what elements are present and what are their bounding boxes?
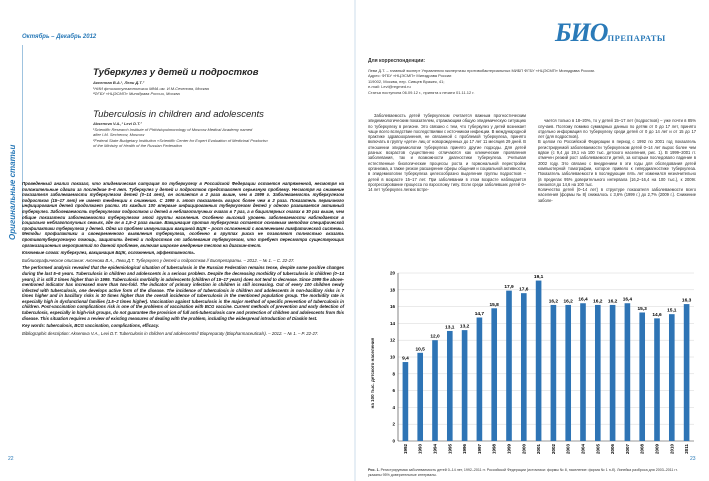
body-col2-text: чается только в 18–20%, то у детей 15–17 лет (подростков) – уже почти в 85% случаев. Поэтому помимо суммарных данных по детям от 0 до 17 лет, принято отдельно информация по туберкулезу среди детей от 0 до 14 лет и от 15 до 17 лет (для подростков). В целом по Российской Федерации в период с 1992 по 2001 год показатель регистрируемой заболеваемости туберкулезом детей 0–14 лет вырос более чем вдвое (с 9,4 до 19,1 на 100 тыс. детского населения, рис. 1). В 1999–2001 гг. отмечен резкий рост заболеваемости детей, за которым последовало падение в 2002 году. Это связано с внедрением в эти годы для обследования детей компьютерной томографии, которое привело к гипердиагностике туберкулеза. Показатель заболеваемости в последующие пять лет изменился незначительно (в пределах 95% доверительного интервала (16,2–16,4 на 100 тыс.), к 2009г. снизился до 14,6 на 100 тыс. Количество детей (0–14 лет) в структуре показателя заболеваемости всего населения (формы № 8) снижалось с 3,6% (1999 г.) до 2,7% (2009 г.). Снижение заболе- [538,118,696,203]
authors-ru: Аксенова В.А.¹, Леви Д.Т.² [93,80,145,85]
body-col1-text: Заболеваемость детей туберкулезом считается важным прогностическим эпидемиологическим показателем, отражающим общую эпидемическую ситуацию по туберкулезу в регионе. Это связано с тем, что туберкулез у детей возникает чаще всего вследствие последствиями с источником инфекции. В международной практике здравоохранения, не связанной с проблемой туберкулеза, принято включать в группу «дети» лиц от новорожденных до 17 лет 11 месяцев 29 дней. В отношении эпидемиологии туберкулеза принято другие подходы. Для детей разных возрастов существенно отличаются как клинические проявления заболевания, так и возможности диагностики туберкулеза. Учитывая естественные биологические процессы роста и гормональной перестройки организма, а также резкое расширение сферы общения и социальной активности, в эпидемиологии туберкулеза целесообразно выделение группы подростков – детей в возрасте 15–17 лет. При заболевании в этом возрасте наблюдается прогрессирование процесса по взрослому типу. Если среди заболевших детей 0–14 лет туберкулез легких встре- [368,113,526,193]
biblio-en: Bibliographic description: Aksenova V.A., Levi D.T. Tuberculosis in children and adolescents// Biopreparaty (Biopharmaceuticals). – 2012. – № 1. – P. 22-27. [22,330,319,336]
chart-data-label: 16,2 [548,299,559,305]
abstract-en: The performed analysis revealed that the epidemiological situation of tuberculosis in the Russian Federation remains tense, despite some positive changes during the last 5–6 years. Tuberculosis in children and adolescents is a serious problem. Despite the decreasing morbidity of tuberculosis in children (0–14 years), it is still 2 times higher than in 1999. Tuberculosis morbidity in adolescents (children of 15–17 years) does not tend to decrease. Since 1999 the above-mentioned indicator has increased more than two-fold. The indicator of primary infection in children is still increasing. Out of every 100 children newly infected with tuberculosis, one develops active form of the disease. The incidence of tuberculosis in children and adolescents in non-bacillary risks is 7 times higher and in bacillary risks is 30 times higher than the overall incidence of tuberculosis in the mentioned population group. The morbidity rate is especially high in dysfunctional families (1.5–2 times higher). Vaccination against tuberculosis is the major method of specific prevention of tuberculosis in children. Post-vaccination complications risk is one of the problems of vaccination with BCG vaccine. Current methods of prevention and early detection of tuberculosis, especially in high-risk groups, do not guarantee the provision of full anti-tuberculosis care and protection of children and adolescents from this disease. This situation requires a review of existing measures of dealing with the problem, including the widespread introduction of Diaskin test. [22,265,344,321]
chart-data-label: 15,3 [637,306,647,312]
chart-x-tick-label: 2006 [610,444,616,455]
correspondence-line4: e-mail: Levi@regmed.ru [368,84,411,89]
chart-data-label: 17,6 [519,287,529,293]
chart-y-tick-label: 8 [392,371,395,377]
abstract [22,181,344,338]
chart-x-tick-label: 2009 [654,444,660,455]
chart-bar [669,314,675,441]
section-label [8,140,22,240]
correspondence-line3: 119002, Москва, пер. Сивцев Вражек, 41; [368,78,445,84]
logo-big: БИО [555,18,608,47]
affiliation-en-2b: of the Ministry of Health of the Russian Federation [93,143,182,148]
chart-data-label: 16,2 [607,299,618,305]
chart-x-tick-label: 2010 [669,444,675,455]
correspondence-line5: Статья поступила 06.09.12 г., принята к печати 01.11.12 г. [368,89,475,95]
biblio-ru: Библиографическое описание: Аксенова В.А., Леви Д.Т. Туберкулез у детей и подростков // Биопрепараты. – 2012. – № 1. – С. 22-27. [22,257,295,263]
chart-x-tick-label: 2005 [595,444,601,455]
authors-en-block [93,121,343,149]
chart-bar [551,305,557,441]
chart-x-tick-label: 1992 [402,444,408,455]
logo-small: ПРЕПАРАТЫ [607,33,666,43]
correspondence-heading: Для корреспонденции: [368,58,426,64]
chart-y-tick-label: 16 [389,304,395,310]
chart-data-label: 14,7 [474,312,485,318]
chart-bar [565,305,571,441]
caption-text: Регистрируемая заболеваемость детей 0–14 лет, 1992–2011 гг. Российской Федерации (источники: формы № 8, население: форма № 1 н-б). Линейка разброса для 2003–2011 гг. указаны 95% доверительные интервалы. [368,468,678,477]
chart-data-label: 17,9 [504,285,514,291]
affiliation-ru-2: ²ФГБУ «НЦЭСМП» Минздрава России, Москва [93,91,180,96]
chart-bar [403,362,409,441]
chart-x-tick-label: 1997 [476,444,482,455]
correspondence [368,59,698,95]
incidence-chart [364,263,701,468]
section-label-text: Оригинальные статьи [8,144,17,240]
issue-date: Октябрь – Декабрь 2012 [22,34,97,40]
chart-x-tick-label: 2004 [580,444,586,455]
chart-y-axis-label: на 100 тыс. детского населения [370,337,375,409]
chart-y-tick-label: 18 [389,287,395,293]
affiliation-ru-1: ¹НИИ фтизиопульмонологии ММА им. И.М.Сеченова, Москва [93,85,209,91]
chart-bar [654,318,660,441]
chart-bar [417,353,423,441]
chart-x-tick-label: 2008 [639,444,645,455]
chart-bar [432,340,438,441]
figure-caption [368,468,688,477]
journal-logo [555,18,666,48]
chart-bar [536,281,542,441]
chart-bar [625,303,631,441]
chart-y-tick-label: 2 [392,421,395,427]
chart-data-label: 9,4 [402,356,409,362]
chart-y-tick-label: 6 [392,388,395,394]
chart-x-tick-label: 1996 [462,444,468,455]
affiliation-en-1b: after I.M. Sechenov, Moscow [93,132,145,137]
chart-x-tick-label: 2000 [521,444,527,455]
chart-bar [610,305,616,441]
caption-title: Рис. 1. [368,468,380,472]
chart-bar [477,318,483,441]
chart-y-tick-label: 12 [389,337,395,343]
correspondence-line2: Адрес: ФГБУ «НЦЭСМП» Минздрава России [368,73,452,78]
chart-x-tick-label: 2001 [536,444,542,455]
keywords-ru: Ключевые слова: туберкулез, вакцинация БЦЖ, осложнения, эффективность. [22,250,196,256]
affiliation-en-2: ²Federal State Budgetary Institution «Scientific Center for Expert Evaluation of Medicinal Products» [93,137,269,143]
chart-y-tick-label: 0 [392,438,395,444]
page-number-right: 23 [690,456,696,462]
chart-y-tick-label: 10 [389,354,395,360]
chart-data-label: 16,2 [563,299,573,305]
chart-data-label: 16,4 [622,297,633,303]
chart-y-tick-label: 4 [392,404,395,410]
chart-data-label: 14,6 [652,312,662,318]
body-column-2 [538,113,696,208]
chart-bar [521,293,527,441]
chart-data-label: 13,2 [459,324,470,330]
chart-x-tick-label: 1998 [491,444,497,455]
chart-bar [491,308,497,441]
chart-bar [447,331,453,441]
authors-ru-block [93,80,343,97]
article-title-ru: Туберкулез у детей и подростков [93,67,259,78]
correspondence-line1: Леви Д.Т. – главный эксперт Управления экспертизы противобактериальных МИБП ФГБУ «НЦЭСМП» Минздрава России. [368,67,596,73]
chart-x-tick-label: 1999 [506,444,512,455]
chart-data-label: 15,8 [489,302,499,308]
chart-y-tick-label: 14 [389,320,395,326]
chart-bar [595,305,601,441]
chart-data-label: 19,1 [533,275,544,281]
chart-bar [580,303,586,441]
body-column-1 [368,113,526,192]
chart-data-label: 16,4 [578,297,588,303]
chart-bar [639,312,645,441]
keywords-en: Key words: tuberculosis, BCG vaccination, complications, efficacy. [22,323,160,329]
chart-data-label: 13,1 [445,325,455,331]
page-number-left: 22 [8,456,14,462]
chart-data-label: 15,1 [667,308,677,314]
chart-x-tick-label: 1993 [417,444,423,455]
authors-en: Aksenova V.A.,¹ Levi D.T.² [93,121,142,126]
chart-x-tick-label: 2011 [684,444,690,454]
chart-data-label: 12,0 [430,334,440,340]
chart-y-tick-label: 20 [389,270,395,276]
chart-bar [462,330,468,441]
chart-bar [684,304,690,441]
abstract-ru: Проведенный анализ показал, что эпидемическая ситуация по туберкулезу в Российской Федерации остается напряженной, несмотря на положительные сдвиги за последние 5–6 лет. Туберкулез у детей и подростков представляет серьезную проблему. Несмотря на снижение показателя заболеваемости туберкулезом детей (0–14 лет), он остается в 2 раза выше, чем в 1999 г. Заболеваемость туберкулезом подростков (15–17 лет) не имеет тенденции к снижению. С 1999 г. этот показатель возрос более чем в 2 раза. Показатель первичного инфицирования детей продолжает расти. Из каждых 100 впервые инфицированных туберкулезом детей у одного развивается активный туберкулез. Заболеваемость туберкулезом подростков и детей в неблагополучных очагах в 7 раз, а в бациллярных очагах в 30 раз выше, чем общие показатели заболеваемости туберкулезом этой группы населения. Особенно высокий уровень заболеваемости наблюдается в социально неблагополучных семьях, где он в 1,5–2 раза выше. Вакцинация против туберкулеза остается основным методом специфической профилактики туберкулеза у детей. Одна из проблем иммунизации вакциной БЦЖ – рост осложнений с вовлечением лимфатической системы. Методы профилактики и своевременного выявления туберкулеза, особенно в группах риска не позволяют полностью оказать противотуберкулезную помощь, защитить детей и подростков от заболевания туберкулезом, что требует пересмотра существующих организационных мероприятий по данной проблеме, включая широкое внедрение тестов на диаскин-тест. [22,181,344,248]
article-title-en: Tuberculosis in children and adolescents [93,109,264,120]
chart-data-label: 16,3 [681,298,692,304]
chart-x-tick-label: 2007 [624,444,630,455]
chart-data-label: 10,5 [415,347,425,353]
left-page [0,0,354,481]
chart-x-tick-label: 2002 [550,444,556,455]
chart-data-label: 16,2 [593,299,603,305]
chart-x-tick-label: 1995 [447,444,453,455]
chart-x-tick-label: 1994 [432,444,438,455]
chart-bar [506,291,512,441]
affiliation-en-1: ¹Scientific Research Institute of Phthisiopulmonology of Moscow Medical Academy named [93,126,253,132]
chart-x-tick-label: 2003 [565,444,571,455]
